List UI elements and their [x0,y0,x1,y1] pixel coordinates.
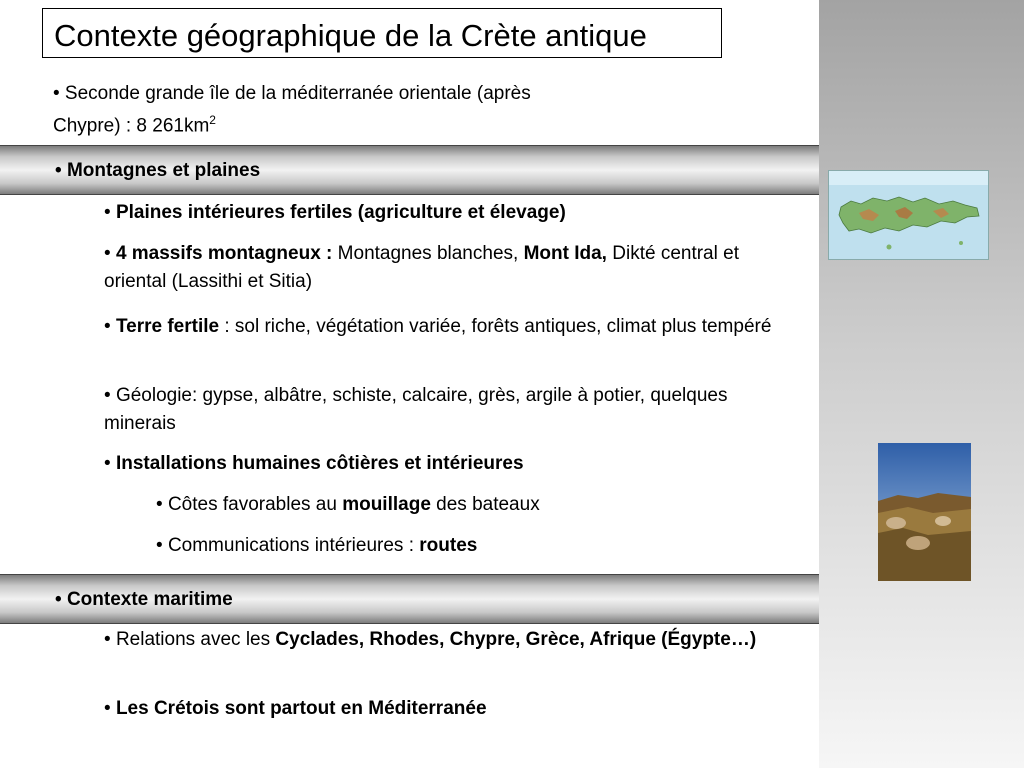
bullet-relations: • Relations avec les Cyclades, Rhodes, Chypre, Grèce, Afrique (Égypte…) [104,629,757,650]
bullet-installations: • Installations humaines côtières et intérieures [104,453,524,474]
intro-area-superscript: 2 [209,113,216,127]
terre-bold: Terre fertile [115,316,220,337]
bullet-plaines: • Plaines intérieures fertiles (agriculture et élevage) [104,202,566,223]
relations-bold: Cyclades, Rhodes, Chypre, Grèce, Afrique (Égypte…) [275,629,757,650]
comm-text: Communications intérieures : [167,535,420,556]
plaines-text: Plaines intérieures fertiles (agriculture et élevage) [115,202,566,223]
section-title-montagnes: Montagnes et plaines [66,160,261,181]
bullet-cotes: • Côtes favorables au mouillage des bateaux [156,494,540,515]
rocky-hillside-photo-icon [878,443,971,581]
bullet-terre: • Terre fertile : sol riche, végétation variée, forêts antiques, climat plus tempéré [104,316,772,337]
massifs-text-2: Dikté central et oriental (Lassithi et Sitia) [104,243,739,292]
terre-text: : sol riche, végétation variée, forêts antiques, climat plus tempéré [219,316,772,337]
cotes-text-2: des bateaux [430,494,540,515]
section-bar-montagnes [0,145,819,195]
massifs-bold: 4 massifs montagneux : [115,243,333,264]
title-box [42,8,722,58]
landscape-photo [878,443,971,581]
cretois-text: Les Crétois sont partout en Méditerranée [115,698,487,719]
intro-line-2 [53,107,653,139]
installations-text: Installations humaines côtières et intérieures [115,453,524,474]
comm-bold: routes [419,535,478,556]
intro-area-text: Chypre) : 8 261km [53,115,210,137]
bullet-communications: • Communications intérieures : routes [156,535,478,556]
bullet-geologie: • Géologie: gypse, albâtre, schiste, calcaire, grès, argile à potier, quelques minerais [104,385,728,434]
section-label-maritime: • Contexte maritime [55,589,233,610]
cotes-text: Côtes favorables au [167,494,343,515]
crete-map-image [828,170,989,260]
intro-line-1: • Seconde grande île de la méditerranée orientale (après [53,83,531,104]
map-of-crete-icon [829,171,988,259]
bullet-cretois: • Les Crétois sont partout en Méditerranée [104,698,487,719]
section-title-maritime: Contexte maritime [66,589,233,610]
slide-title: Contexte géographique de la Crète antique [54,18,647,53]
bullet-massifs: • 4 massifs montagneux : Montagnes blanches, Mont Ida, Dikté central et oriental (Lassithi et Sitia) [104,243,739,292]
section-bar-maritime [0,574,819,624]
relations-text: Relations avec les [115,629,276,650]
geologie-text: Géologie: gypse, albâtre, schiste, calcaire, grès, argile à potier, quelques minerais [104,385,728,434]
right-sidebar-gradient [819,0,1024,768]
cotes-bold: mouillage [342,494,431,515]
intro-bullet [53,81,653,139]
massifs-text-1: Montagnes blanches, [332,243,524,264]
section-label-montagnes: • Montagnes et plaines [55,160,261,181]
massifs-bold-2: Mont Ida, [523,243,607,264]
